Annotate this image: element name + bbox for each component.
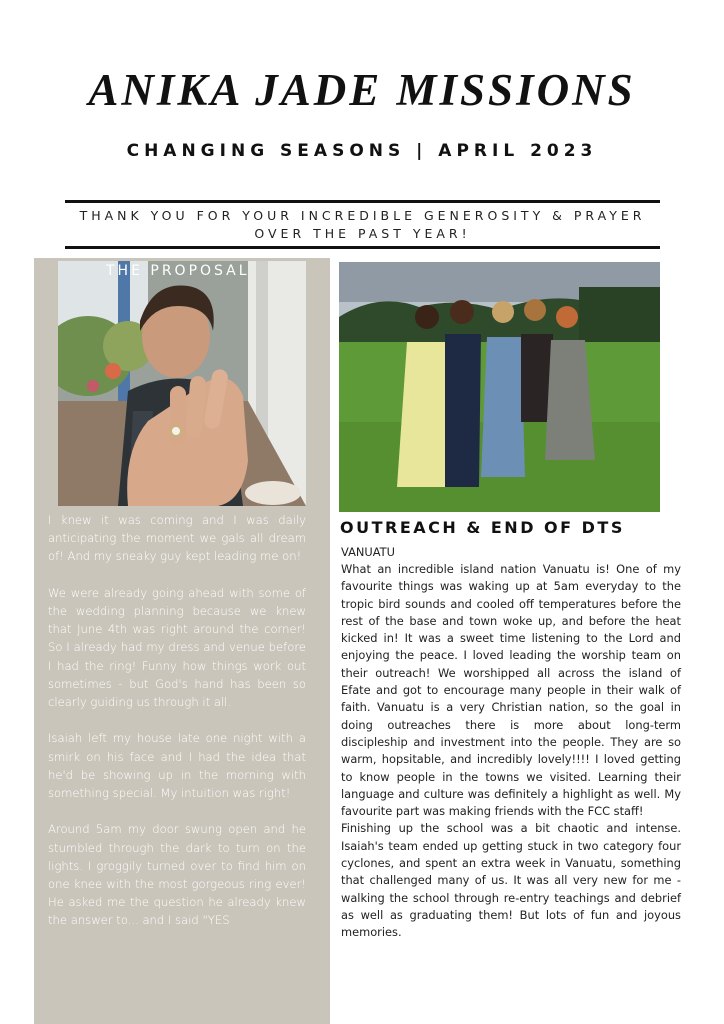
outreach-paragraph: What an incredible island nation Vanuatu is! One of my favourite things was waking up at 5am everyday to the tropic bird sounds and cooled off temperatures before the rest of the base and town woke up, and before the heat kicked in! It was a sweet time listening to the Lord and enjoying the peace. I loved leading the worship team on their outreach! We worshipped all across the island of Efate and got to encourage many people in their walk of faith. Vanuatu is a very Christian nation, so the goal in doing outreaches there is more about long-term discipleship and investment into the people. They are so warm, hopsitable, and incredibly lovely!!!! I loved getting to know people in the towns we visited. Learning their language and culture was definitely a highlight as well. My favourite part was making friends with the FCC staff!	[341, 562, 681, 819]
divider-bottom	[65, 246, 660, 249]
proposal-paragraph: We were already going ahead with some of the wedding planning because we knew that June 4th was right around the corner! So I already had my dress and venue before I had the ring! Funny how things work out sometimes - but God's hand has been so clearly guiding us through it all.	[48, 585, 306, 710]
thank-you-banner: THANK YOU FOR YOUR INCREDIBLE GENEROSITY & PRAYER OVER THE PAST YEAR!	[79, 208, 646, 241]
proposal-photo	[58, 261, 306, 506]
divider-top	[65, 200, 660, 203]
outreach-story	[341, 561, 681, 942]
proposal-story	[48, 511, 306, 948]
proposal-paragraph: Around 5am my door swung open and he stumbled through the dark to turn on the lights. I groggily turned over to find him on one knee with the most gorgeous ring ever! He asked me the question he already knew the answer to... and I said "YES	[48, 822, 306, 928]
outreach-heading: OUTREACH & END OF DTS	[340, 518, 625, 537]
outreach-paragraph: Finishing up the school was a bit chaotic and intense. Isaiah's team ended up getting stuck in two category four cyclones, and spent an extra week in Vanuatu, something that challenged many of us. It was all very new for me - walking the school through re-entry teachings and debrief as well as graduating them! But lots of fun and joyous memories.	[341, 821, 681, 940]
group-photo	[339, 262, 660, 512]
proposal-paragraph: I knew it was coming and I was daily anticipating the moment we gals all dream of! And my sneaky guy kept leading me on!	[48, 513, 306, 564]
newsletter-subtitle: CHANGING SEASONS | APRIL 2023	[126, 141, 598, 161]
proposal-paragraph: Isaiah left my house late one night with a smirk on his face and I had the idea that he'd be showing up in the morning with something special. My intuition was right!	[48, 731, 306, 801]
proposal-sidebar	[34, 258, 330, 1024]
proposal-heading: THE PROPOSAL	[106, 263, 250, 279]
region-label: VANUATU	[341, 545, 395, 559]
newsletter-title: ANIKA JADE MISSIONS	[88, 65, 636, 115]
